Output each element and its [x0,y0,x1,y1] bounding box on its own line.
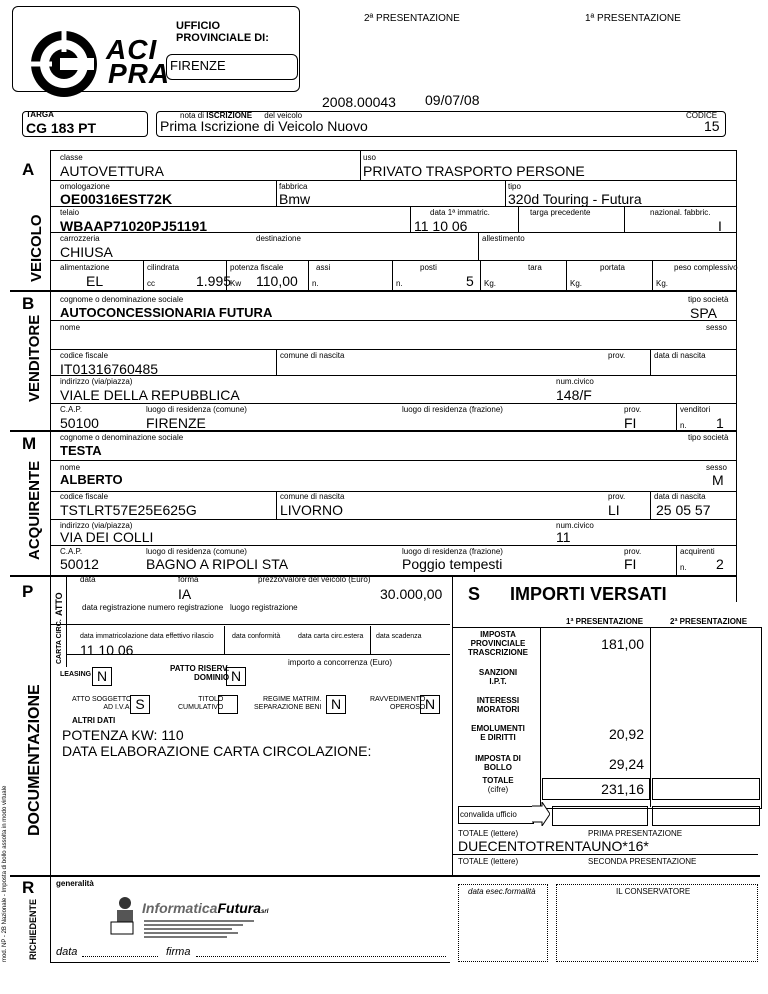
rule [650,349,651,375]
company-name: InformaticaFuturasrl [142,900,269,916]
tara-label: tara [528,263,542,272]
telaio-label: telaio [60,208,80,217]
nota-label: nota di ISCRIZIONE del veicolo [180,111,303,120]
venditore-cap-label: C.A.P. [60,405,83,414]
section-p-letter: P [22,582,34,601]
acquirente-frazione-value: Poggio tempesti [402,556,503,572]
acquirenti-unit: n. [680,563,687,572]
convalida-field-2 [652,806,760,826]
acquirente-cognome-label: cognome o denominazione sociale [60,433,184,442]
venditore-tipo-soc-label: tipo società [688,295,729,304]
prima-pres-label: PRIMA PRESENTAZIONE [588,829,683,838]
assi-unit: n. [312,279,319,288]
potenza-unit: Kw [230,279,242,288]
rule [392,260,393,290]
rule [224,626,225,654]
data-reg-label: data registrazione [82,603,146,612]
logo-pra-text: PRA [108,58,171,89]
allestimento-label: allestimento [482,234,525,243]
potenza-label: potenza fiscale [230,263,284,272]
acquirente-sesso-value: M [712,472,724,488]
protocol-number: 2008.00043 [322,94,396,110]
rule [143,260,144,290]
acquirente-indirizzo-value: VIA DEI COLLI [60,529,154,545]
rule [505,180,506,206]
rule [650,627,651,807]
generalita-label: generalità [56,879,94,888]
patto-checkbox[interactable]: N [226,667,246,686]
totale-value: 231,16 [601,781,644,797]
acquirente-prov-value: LI [608,502,620,518]
classe-label: classe [60,153,83,162]
section-p-title: DOCUMENTAZIONE [26,684,43,836]
venditore-comune-nascita-label: comune di nascita [280,351,345,360]
data-carta-estera-label: data carta circ.estera [298,633,364,640]
carrozzeria-label: carrozzeria [60,234,100,243]
ravv-label: RAVVEDIMENTO OPEROSO [370,696,426,711]
leasing-checkbox[interactable]: N [92,667,112,686]
acquirente-prov-label: prov. [608,492,626,501]
regime-label: REGIME MATRIM. SEPARAZIONE BENI [254,696,322,711]
venditore-civico-label: num.civico [556,377,594,386]
codice-label: CODICE [686,111,718,120]
tipo-value: 320d Touring - Futura [508,191,642,207]
data-ril-label: data effettivo rilascio [150,633,214,640]
rule [452,854,758,855]
ravv-checkbox[interactable]: N [420,695,440,714]
acquirente-cognome-value: TESTA [60,443,102,458]
venditori-value: 1 [716,415,724,431]
telaio-value: WBAAP71020PJ51191 [60,218,208,234]
omologazione-value: OE00316EST72K [60,191,173,207]
targa-value: CG 183 PT [26,120,97,136]
venditore-indirizzo-value: VIALE DELLA REPUBBLICA [60,387,240,403]
altri-dati-label: ALTRI DATI [72,716,116,725]
cilindrata-value: 1.995 [196,273,232,289]
potenza-value: 110,00 [256,273,298,289]
venditore-civico-value: 148/F [556,387,592,403]
venditore-cf-value: IT01316760485 [60,361,159,377]
arrow-right-icon [532,802,550,826]
venditori-unit: n. [680,421,687,430]
titolo-checkbox[interactable] [218,695,238,714]
venditore-luogo-label: luogo di residenza (comune) [146,405,247,414]
side-note: mod. NP - 2B Nazionale - Imposta di bollo assolta in modo virtuale [2,785,8,962]
rule [50,206,736,207]
rule [478,232,479,260]
acquirente-comune-nascita-value: LIVORNO [280,502,344,518]
totale-box-2 [652,778,760,800]
carta-label: CARTA CIRC. [56,619,63,664]
totale-lettere-label-2: TOTALE (lettere) [458,857,519,866]
rule [50,375,736,376]
data-immatric-label: data 1ª immatric. [430,208,490,217]
iva-checkbox[interactable]: S [130,695,150,714]
venditore-cf-label: codice fiscale [60,351,109,360]
rule [650,491,651,519]
convalida-field-1 [552,806,648,826]
section-a-letter: A [22,160,35,179]
frame-top [50,150,736,151]
portata-unit: Kg. [570,279,583,288]
posti-label: posti [420,263,437,272]
acquirente-frazione-label: luogo di residenza (frazione) [402,547,503,556]
second-presentation-label: 2ª PRESENTAZIONE [364,13,460,24]
rule [370,626,371,654]
firma-line [196,956,446,957]
rule [624,206,625,232]
atto-data-label: data [80,575,96,584]
patto-label: PATTO RISERV. DOMINIO [170,664,230,682]
data-imm-label: data immatricolazione [80,633,149,640]
omologazione-label: omologazione [60,182,110,191]
atto-label: ATTO [54,592,64,616]
rule [276,180,277,206]
section-b-title: VENDITORE [26,314,43,402]
section-r-title: RICHIEDENTE [28,898,38,960]
venditore-prov2-value: FI [624,415,637,431]
venditore-cap-value: 50100 [60,415,99,431]
venditore-cognome-label: cognome o denominazione sociale [60,295,184,304]
acquirenti-label: acquirenti [680,547,715,556]
acquirente-civico-value: 11 [556,529,571,545]
rule [452,575,453,875]
rule [50,545,736,546]
importi-row-label: SANZIONI I.P.T. [478,668,518,686]
forma-value: IA [178,586,192,602]
fabbrica-value: Bmw [279,191,311,207]
firma-label: firma [166,946,191,958]
rule [226,260,227,290]
data-scad-label: data scadenza [376,633,422,640]
altri-dati-line-1: POTENZA KW: 110 [62,727,184,743]
conservatore-label: IL CONSERVATORE [616,887,691,896]
rule [410,206,411,232]
rule [518,206,519,232]
rule [50,260,736,261]
importi-row-value: 29,24 [608,756,644,772]
venditore-sesso-label: sesso [706,323,727,332]
acquirente-luogo-value: BAGNO A RIPOLI STA [146,556,289,572]
logo-aci-text: ACI [106,34,158,65]
peso-label: peso complessivo [674,263,738,272]
posti-value: 5 [466,273,474,289]
acquirente-data-nascita-label: data di nascita [654,492,706,501]
classe-value: AUTOVETTURA [60,163,164,179]
rule [50,491,736,492]
section-a-title: VEICOLO [28,214,45,282]
venditore-nome-label: nome [60,323,81,332]
uso-label: uso [363,153,376,162]
acquirente-civico-label: num.civico [556,521,594,530]
acquirente-cf-value: TSTLRT57E25E625G [60,502,197,518]
rule [10,875,760,877]
venditore-tipo-soc-value: SPA [690,305,717,321]
importi-col-1: 1ª PRESENTAZIONE [566,617,644,626]
posti-unit: n. [396,279,403,288]
importi-col-2: 2ª PRESENTAZIONE [670,617,748,626]
cilindrata-label: cilindrata [147,263,180,272]
rule [566,260,567,290]
rule [50,962,450,963]
prezzo-label: prezzo/valore del veicolo (Euro) [258,575,371,584]
rule [50,403,736,404]
venditore-luogo-value: FIRENZE [146,415,206,431]
acquirente-tipo-soc-label: tipo società [688,433,729,442]
rule [10,290,736,292]
acquirente-nome-value: ALBERTO [60,472,123,487]
peso-unit: Kg. [656,279,669,288]
iva-label: ATTO SOGGETTO AD I.V.A. [72,696,132,711]
venditore-prov-label: prov. [608,351,626,360]
rule [10,575,736,577]
company-logo-icon [108,896,142,936]
importo-conc-label: importo a concorrenza (Euro) [288,658,393,667]
acquirente-luogo-label: luogo di residenza (comune) [146,547,247,556]
acquirente-indirizzo-label: indirizzo (via/piazza) [60,521,133,530]
venditore-frazione-label: luogo di residenza (frazione) [402,405,503,414]
rule [50,519,736,520]
importi-row-label: IMPOSTA PROVINCIALE TRASCRIZIONE [468,630,528,657]
data-conf-label: data conformità [232,633,281,640]
targa-label: TARGA [26,110,54,119]
acquirenti-value: 2 [716,556,724,572]
forma-label: forma [178,575,199,584]
office-label: UFFICIO PROVINCIALE DI: [176,20,269,44]
importi-row-value: 20,92 [608,726,644,742]
aci-pra-logo-icon [28,28,100,100]
acquirente-cap-value: 50012 [60,556,99,572]
data-label: data [56,946,78,958]
rule [50,624,450,625]
data-line [82,956,158,957]
uso-value: PRIVATO TRASPORTO PERSONE [363,163,585,179]
section-m-title: ACQUIRENTE [26,460,43,560]
tipo-label: tipo [508,182,521,191]
leasing-label: LEASING [60,671,92,678]
data-imm-value: 11 10 06 [80,642,134,658]
rule [676,545,677,575]
rule [652,260,653,290]
rule [50,320,736,321]
rule [276,349,277,375]
importi-row-label: INTERESSI MORATORI [476,696,520,714]
alimentazione-value: EL [86,273,104,289]
data-immatric-value: 11 10 06 [414,218,468,234]
importi-title: IMPORTI VERSATI [510,584,667,604]
rule [50,349,736,350]
tara-unit: Kg. [484,279,497,288]
acquirente-cf-label: codice fiscale [60,492,109,501]
rule [360,150,361,180]
first-presentation-label: 1ª PRESENTAZIONE [585,13,681,24]
regime-checkbox[interactable]: N [326,695,346,714]
nazional-value: I [718,218,722,234]
codice-value: 15 [704,118,720,134]
luogo-reg-label: luogo registrazione [230,603,298,612]
targa-prec-label: targa precedente [530,208,591,217]
cilindrata-unit: cc [147,279,155,288]
frame-right [736,150,737,602]
rule [480,260,481,290]
office-value: FIRENZE [170,58,226,73]
importi-row-label: EMOLUMENTI E DIRITTI [471,724,525,742]
importi-row-value: 181,00 [601,636,644,652]
data-esec-label: data esec.formalità [468,887,536,896]
rule [308,260,309,290]
rule [276,491,277,519]
nazional-label: nazional. fabbric. [650,208,711,217]
venditori-label: venditori [680,405,711,414]
convalida-label: convalida ufficio [460,810,517,819]
venditore-cognome-value: AUTOCONCESSIONARIA FUTURA [60,305,273,320]
num-reg-label: numero registrazione [148,603,224,612]
protocol-date: 09/07/08 [425,92,480,108]
totale-label: TOTALE (cifre) [482,776,514,794]
acquirente-cap-label: C.A.P. [60,547,83,556]
nota-value: Prima Iscrizione di Veicolo Nuovo [160,118,368,134]
seconda-pres-label: SECONDA PRESENTAZIONE [588,857,697,866]
acquirente-nome-label: nome [60,463,81,472]
portata-label: portata [600,263,625,272]
fabbrica-label: fabbrica [279,182,308,191]
rule [50,460,736,461]
rule [50,180,736,181]
rule [50,232,736,233]
alimentazione-label: alimentazione [60,263,110,272]
section-r-letter: R [22,878,35,897]
venditore-prov2-label: prov. [624,405,642,414]
acquirente-sesso-label: sesso [706,463,727,472]
venditore-data-nascita-label: data di nascita [654,351,706,360]
destinazione-label: destinazione [256,234,301,243]
carrozzeria-value: CHIUSA [60,244,113,260]
section-s-letter: S [468,584,481,604]
assi-label: assi [316,263,331,272]
rule [66,654,450,655]
acquirente-prov2-value: FI [624,556,637,572]
section-divider-left [50,150,51,962]
acquirente-data-nascita-value: 25 05 57 [656,502,711,518]
rule [10,430,736,432]
titolo-label: TITOLO CUMULATIVO [178,696,224,711]
prezzo-value: 30.000,00 [380,586,443,602]
rule [676,403,677,430]
section-b-letter: B [22,294,35,313]
altri-dati-line-2: DATA ELABORAZIONE CARTA CIRCOLAZIONE: [62,743,372,759]
totale-lettere-value: DUECENTOTRENTAUNO*16* [458,838,649,854]
importi-row-label: IMPOSTA DI BOLLO [475,754,521,772]
totale-lettere-label: TOTALE (lettere) [458,829,519,838]
acquirente-comune-nascita-label: comune di nascita [280,492,345,501]
company-details [144,918,254,940]
section-m-letter: M [22,434,37,453]
venditore-indirizzo-label: indirizzo (via/piazza) [60,377,133,386]
acquirente-prov2-label: prov. [624,547,642,556]
